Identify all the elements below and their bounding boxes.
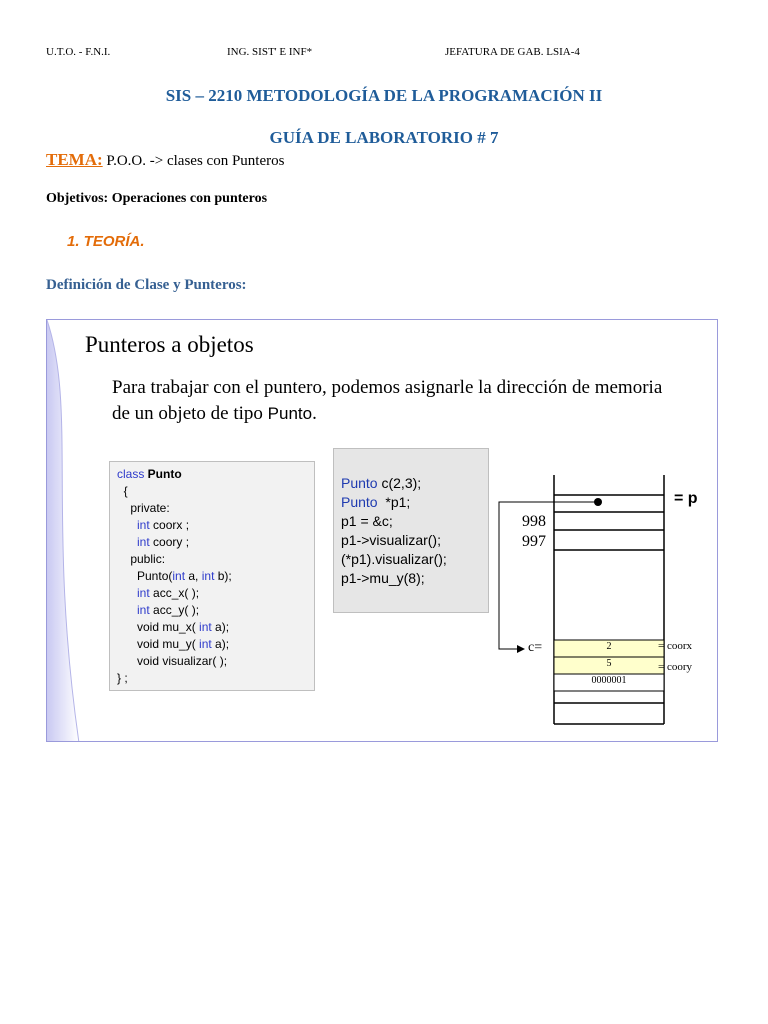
code-line: p1 = &c; bbox=[341, 513, 393, 529]
address-997: 997 bbox=[522, 533, 546, 550]
code-text: acc_x( ); bbox=[149, 586, 200, 600]
body-suffix: . bbox=[312, 403, 317, 424]
code-line: p1->mu_y(8); bbox=[341, 570, 425, 586]
code-text: a); bbox=[211, 637, 230, 651]
cell-address-value: 0000001 bbox=[591, 675, 627, 686]
code-text: c(2,3); bbox=[377, 475, 422, 491]
cell-coory-value: 5 bbox=[606, 658, 612, 669]
code-text: a, bbox=[185, 569, 202, 583]
code-text: Punto( bbox=[117, 569, 173, 583]
guide-title: GUÍA DE LABORATORIO # 7 bbox=[269, 128, 499, 147]
coorx-label: = coorx bbox=[658, 640, 692, 652]
body-word: Punto bbox=[267, 404, 313, 423]
code-kw: int bbox=[117, 518, 150, 532]
slide-body-line1: Para trabajar con el puntero, podemos asignarle la dirección de memoria bbox=[112, 377, 663, 398]
code-kw: int bbox=[117, 586, 150, 600]
code-text: acc_y( ); bbox=[149, 603, 200, 617]
code-line: p1->visualizar(); bbox=[341, 532, 441, 548]
pointer-label: = p bbox=[674, 490, 698, 507]
body-prefix: de un objeto de tipo bbox=[112, 403, 268, 424]
code-text: void mu_x( bbox=[117, 620, 200, 634]
code-text: b); bbox=[214, 569, 232, 583]
code-text: coorx ; bbox=[149, 518, 190, 532]
coory-label: = coory bbox=[658, 661, 692, 673]
code-text: Punto bbox=[144, 467, 182, 481]
code-kw: Punto bbox=[341, 475, 378, 491]
code-text: void mu_y( bbox=[117, 637, 200, 651]
code-line: public: bbox=[117, 552, 166, 566]
code-text: *p1; bbox=[377, 494, 411, 510]
course-title: SIS – 2210 METODOLOGÍA DE LA PROGRAMACIÓN II bbox=[165, 86, 603, 105]
section-heading: 1. TEORÍA. bbox=[67, 233, 145, 250]
code-kw: int bbox=[117, 603, 150, 617]
code-kw: int bbox=[199, 620, 212, 634]
tema-line bbox=[46, 150, 284, 170]
code-line: (*p1).visualizar(); bbox=[341, 551, 447, 567]
code-kw: int bbox=[199, 637, 212, 651]
tema-label: TEMA: bbox=[46, 150, 103, 169]
header-right: JEFATURA DE GAB. LSIA-4 bbox=[445, 46, 580, 58]
code-line: private: bbox=[117, 501, 170, 515]
code-line: void visualizar( ); bbox=[117, 654, 228, 668]
object-c-label: c= bbox=[528, 640, 543, 655]
address-998: 998 bbox=[522, 513, 546, 530]
code-line: } ; bbox=[117, 671, 128, 685]
cell-coorx-value: 2 bbox=[606, 641, 612, 652]
code-kw: Punto bbox=[341, 494, 378, 510]
code-kw: class bbox=[117, 467, 145, 481]
slide-title: Punteros a objetos bbox=[85, 332, 254, 357]
definition-heading: Definición de Clase y Punteros: bbox=[46, 277, 247, 293]
header-left: U.T.O. - F.N.I. bbox=[46, 46, 111, 58]
slide-figure bbox=[46, 319, 718, 742]
header-center: ING. SIST' E INF* bbox=[227, 46, 313, 58]
code-kw: int bbox=[117, 535, 150, 549]
objectives: Objetivos: Operaciones con punteros bbox=[46, 191, 268, 206]
tema-text: P.O.O. -> clases con Punteros bbox=[102, 153, 285, 169]
code-line: { bbox=[117, 484, 128, 498]
code-text: a); bbox=[211, 620, 230, 634]
code-kw: int bbox=[172, 569, 186, 583]
code-kw: int bbox=[201, 569, 215, 583]
code-text: coory ; bbox=[149, 535, 190, 549]
